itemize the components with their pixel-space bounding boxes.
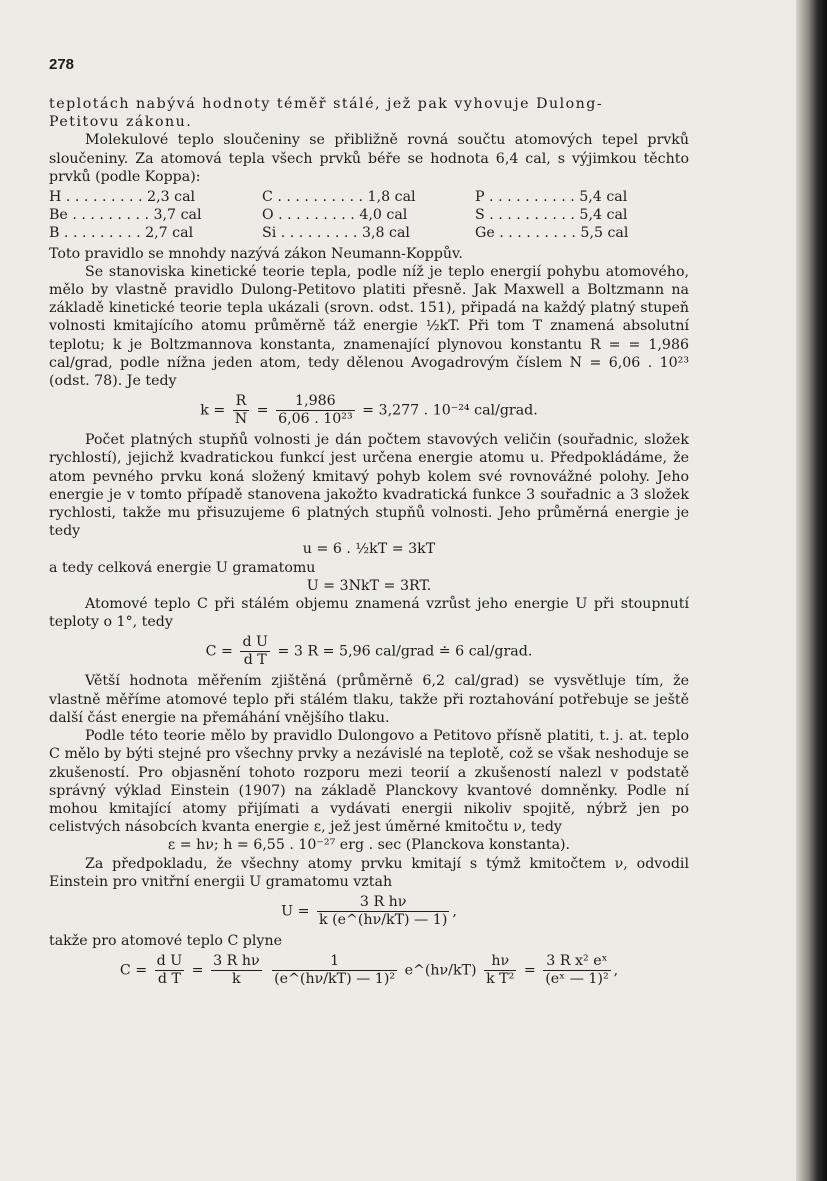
- denominator: (e^(hν/kT) — 1)²: [274, 971, 396, 988]
- denominator: k (e^(hν/kT) — 1): [318, 911, 448, 928]
- numerator: 3 R hν: [213, 953, 260, 970]
- denominator: k T²: [486, 971, 515, 988]
- eq-text: ,: [613, 962, 619, 979]
- table-cell: S . . . . . . . . . . 5,4 cal: [475, 207, 628, 224]
- equation-C: [49, 634, 689, 669]
- denominator: 6,06 . 10²³: [278, 411, 353, 428]
- numerator: 1,986: [295, 393, 336, 410]
- paragraph-kinetic-theory: Se stanoviska kinetické teorie tepla, podle níž je teplo energií pohybu atomového, mělo by vlastně pravidlo Dulong-Petitovo platiti přesně. Jak Maxwell a Boltzmann na základě kinetické teorie tepla ukázali (srovn. odst. 151), připadá na každý platný stupeň volnosti kmitajícího atomu průměrně táž energie ½kT. Při tom T znamená absolutní teplotu; k je Boltzmannova konstanta, znamenající plynovou konstantu R = = 1,986 cal/grad, podle nížna jeden atom, tedy dělenou Avogadrovým číslem N = 6,06 . 10²³ (odst. 78). Je tedy: [49, 263, 689, 390]
- paragraph-larger-value: Větší hodnota měřením zjištěná (průměrně 6,2 cal/grad) se vysvětluje tím, že vlastně měříme atomové teplo při stálém tlaku, takže při roztahování potřebuje se ještě další část energie na přemáhání vnějšího tlaku.: [49, 673, 689, 726]
- text-line: takže pro atomové teplo C plyne: [49, 932, 282, 949]
- table-cell: H . . . . . . . . . 2,3 cal: [49, 189, 196, 206]
- eq-text: U =: [281, 903, 310, 920]
- paragraph-molecular-heat: Molekulové teplo sloučeniny se přibližně rovná součtu atomových tepel prvků sloučeniny. Za atomová tepla všech prvků béře se hodnota 6,4 cal, s výjimkou těchto prvků (podle Koppa):: [49, 132, 689, 185]
- table-cell: O . . . . . . . . . 4,0 cal: [262, 207, 408, 224]
- table-cell: Ge . . . . . . . . . 5,5 cal: [475, 225, 629, 242]
- denominator: (eˣ — 1)²: [545, 971, 609, 988]
- fraction: [484, 953, 516, 988]
- text-line: Petitovu zákonu.: [49, 114, 193, 131]
- denominator: k: [211, 970, 262, 988]
- table-cell: C . . . . . . . . . . 1,8 cal: [262, 189, 416, 206]
- paragraph-einstein-theory: Podle této teorie mělo by pravidlo Dulongovo a Petitovo přísně platiti, t. j. at. teplo C mělo by býti stejné pro všechny prvky a nezávislé na teplotě, což se však neshoduje se zkušeností. Pro objasnění tohoto rozporu mezi teorií a zkušeností nalezl v podstatě správný výklad Einstein (1907) na základě Planckovy kvantové domněnky. Podle ní mohou kmitající atomy přijímati a vydávati energii nikoliv spojitě, nýbrž jen po celistvých násobcích kvanta energie ε, jež jest úměrné kmitočtu ν, tedy: [49, 728, 689, 836]
- equation-k: k = $\frac{R}{N}$ = $\frac{1,986}{\text{6,06 . 10²³}}$ = 3,277 . 10⁻²⁴ cal/grad.: [200, 393, 538, 428]
- fraction: [276, 393, 355, 428]
- eq-text: C =: [119, 962, 148, 979]
- fraction: [211, 953, 262, 988]
- denominator: d T: [240, 651, 270, 669]
- equation-u: u = 6 . ½kT = 3kT: [302, 541, 436, 558]
- page-body: [49, 95, 689, 991]
- table-cell: B . . . . . . . . . 2,7 cal: [49, 225, 194, 242]
- page-binding-edge: [796, 0, 827, 1181]
- text-line: Toto pravidlo se mnohdy nazývá zákon Neumann-Koppův.: [49, 245, 463, 262]
- table-row: [49, 188, 689, 206]
- equation-planck: ε = hν; h = 6,55 . 10⁻²⁷ erg . sec (Planckova konstanta).: [167, 837, 571, 854]
- text-line: teplotách nabývá hodnoty téměř stálé, jež pak vyhovuje Dulong-: [49, 96, 604, 112]
- paragraph-assumption: Za předpokladu, že všechny atomy prvku kmitají s týmž kmitočtem ν, odvodil Einstein pro vnitřní energii U gramatomu vztah: [49, 855, 689, 890]
- numerator: 1: [330, 953, 340, 970]
- numerator: R: [235, 393, 247, 410]
- eq-text: = 3 R = 5,96 cal/grad ≐ 6 cal/grad.: [277, 643, 533, 660]
- paragraph-degrees-of-freedom: Počet platných stupňů volnosti je dán počtem stavových veličin (souřadnic, složek rychlostí), jejichž kvadratickou funkcí jest určena energie atomu u. Předpokládáme, že atom pevného prvku koná složený kmitavý pohyb kolem své rovnovážné polohy. Jeho energie je v tomto případě stanovena jakožto kvadratická funkce 3 souřadnic a 3 složek rychlosti, takže mu přisuzujeme 6 platných stupňů volnosti. Jeho průměrná energie je tedy: [49, 432, 689, 540]
- table-cell: Si . . . . . . . . . 3,8 cal: [262, 225, 410, 242]
- numerator: hν: [491, 953, 510, 970]
- fraction: [317, 894, 449, 929]
- eq-text: e^(hν/kT): [404, 962, 477, 979]
- eq-text: ,: [452, 903, 457, 920]
- fraction: [233, 393, 249, 428]
- numerator: d U: [156, 953, 183, 970]
- equation-U: U = 3NkT = 3RT.: [306, 577, 432, 594]
- paragraph-atomic-heat: Atomové teplo C při stálém objemu znamená vzrůst jeho energie U při stoupnutí teploty o 1°, tedy: [49, 596, 689, 631]
- numerator: 3 R x² eˣ: [546, 953, 608, 970]
- eq-text: C =: [205, 643, 233, 660]
- text-line: a tedy celková energie U gramatomu: [49, 559, 316, 576]
- table-cell: P . . . . . . . . . . 5,4 cal: [475, 189, 628, 206]
- eq-text: k =: [200, 402, 226, 419]
- numerator: d U: [242, 634, 268, 651]
- equation-einstein: [49, 894, 689, 929]
- numerator: 3 R hν: [359, 893, 407, 910]
- fraction: [155, 953, 185, 988]
- page-number: 278: [49, 56, 75, 73]
- fraction: [240, 634, 270, 669]
- fraction: [272, 953, 397, 988]
- heat-table: [49, 188, 689, 243]
- equation-final: C = $\frac{\text{d U}}{\text{d T}}$ = $\frac{\text{3 R hν}}{k}$ $\frac{1}{\text{(e\textasciicircum{}(hν/kT) — 1)²}}$ e^(hν/kT) $\frac{h\nu}{\text{k T²}}$ = $\frac{\text{3 R x² eˣ}}{\text{(eˣ — 1)²}}$ ,: [119, 953, 619, 988]
- table-row: [49, 224, 689, 242]
- table-row: [49, 206, 689, 224]
- fraction: [543, 953, 610, 988]
- eq-text: = 3,277 . 10⁻²⁴ cal/grad.: [362, 402, 538, 419]
- denominator: N: [234, 411, 248, 428]
- denominator: d T: [155, 970, 185, 988]
- table-cell: Be . . . . . . . . . 3,7 cal: [49, 207, 202, 224]
